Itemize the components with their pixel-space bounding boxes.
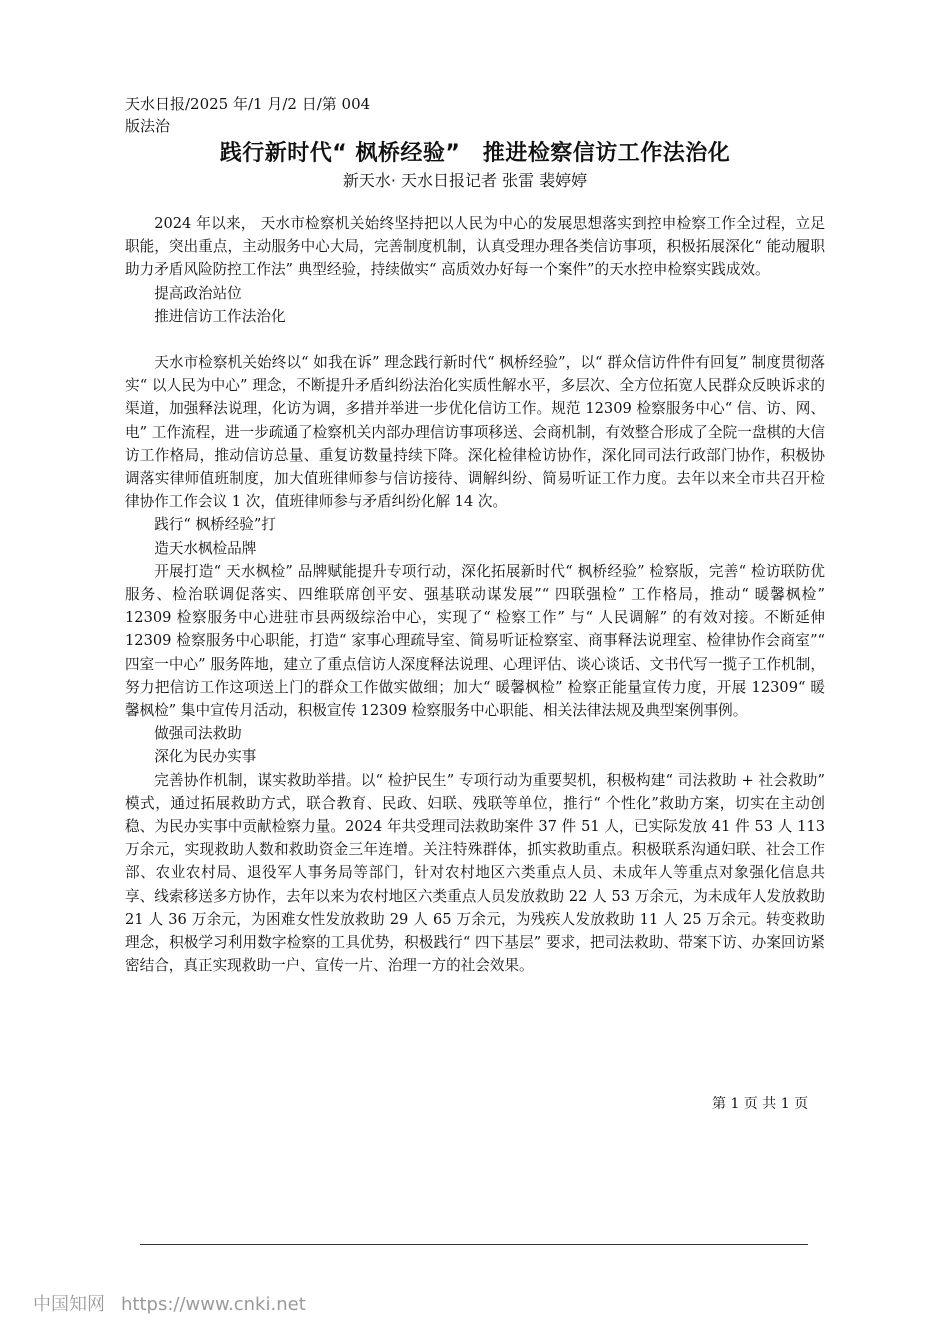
- paragraph-intro: 2024 年以来， 天水市检察机关始终坚持把以人民为中心的发展思想落实到控申检察工作全过程，立足职能，突出重点，主动服务中心大局，完善制度机制，认真受理办理各类信访事项，积极拓展深化“ 能动履职助力矛盾风险防控工作法” 典型经验，持续做实“ 高质效办好每一个案件”的天水控申检察实践成效。: [125, 215, 825, 279]
- divider: [140, 1244, 808, 1245]
- footer-watermark: [33, 1293, 322, 1317]
- paragraph: 开展打造“ 天水枫检” 品牌赋能提升专项行动，深化拓展新时代“ 枫桥经验” 检察版，完善“ 检访联防优服务、检治联调促落实、四维联席创平安、强基联动谋发展”“ 四联强检” 工作格局，推动“ 暖馨枫检” 12309 检察服务中心进驻市县两级综治中心，实现了“ 检察工作” 与“ 人民调解” 的有效对接。不断延伸 12309 检察服务中心职能，打造“ 家事心理疏导室、简易听证检察室、商事释法说理室、检律协作会商室”“ 四室一中心” 服务阵地，建立了重点信访人深度释法说理、心理评估、谈心谈话、文书代写一揽子工作机制，努力把信访工作这项送上门的群众工作做实做细；加大“ 暖馨枫检” 检察正能量宣传力度，开展 12309“ 暖馨枫检” 集中宣传月活动，积极宣传 12309 检察服务中心职能、相关法律法规及典型案例事例。: [125, 562, 825, 720]
- article-byline: 新天水· 天水日报记者 张雷 裴婷婷: [342, 171, 588, 190]
- spacer: [125, 328, 825, 351]
- section-heading: 造天水枫检品牌: [154, 539, 257, 557]
- source-line-1: 天水日报/2025 年/1 月/2 日/第 004: [125, 95, 371, 113]
- footer-brand: 中国知网: [33, 1294, 105, 1315]
- article-body: [125, 212, 825, 978]
- article-title: 践行新时代“ 枫桥经验” 推进检察信访工作法治化: [219, 141, 731, 166]
- source-line-2: 版法治: [125, 117, 171, 135]
- section-heading: 做强司法救助: [154, 725, 242, 743]
- section-heading: 提高政治站位: [154, 284, 242, 302]
- source-info: [125, 93, 370, 137]
- section-heading: 践行“ 枫桥经验”打: [154, 516, 276, 534]
- section-heading: 深化为民办实事: [154, 748, 257, 766]
- section-heading: 推进信访工作法治化: [154, 307, 286, 325]
- footer-url[interactable]: https://www.cnki.net: [121, 1294, 306, 1315]
- paragraph: 天水市检察机关始终以“ 如我在诉” 理念践行新时代“ 枫桥经验”，以“ 群众信访件件有回复” 制度贯彻落实“ 以人民为中心” 理念，不断提升矛盾纠纷法治化实质性解水平，多层次、全方位拓宽人民群众反映诉求的渠道，加强释法说理，化访为调，多措并举进一步优化信访工作。规范 12309 检察服务中心“ 信、访、网、电” 工作流程，进一步疏通了检察机关内部办理信访事项移送、会商机制，有效整合形成了全院一盘棋的大信访工作格局，推动信访总量、重复访数量持续下降。深化检律检访协作，深化同司法行政部门协作，积极协调落实律师值班制度，加大值班律师参与信访接待、调解纠纷、简易听证工作力度。去年以来全市共召开检律协作工作会议 1 次，值班律师参与矛盾纠纷化解 14 次。: [125, 354, 825, 511]
- paragraph: 完善协作机制，谋实救助举措。以“ 检护民生” 专项行动为重要契机，积极构建“ 司法救助 + 社会救助” 模式，通过拓展救助方式，联合教育、民政、妇联、残联等单位，推行“ 个性化”救助方案，切实在主动创稳、为民办实事中贡献检察力量。2024 年共受理司法救助案件 37 件 51 人，已实际发放 41 件 53 人 113 万余元，实现救助人数和救助资金三年连增。关注特殊群体，抓实救助重点。积极联系沟通妇联、社会工作部、农业农村局、退役军人事务局等部门，针对农村地区六类重点人员、未成年人等重点对象强化信息共享、线索移送多方协作，去年以来为农村地区六类重点人员发放救助 22 人 53 万余元，为未成年人发放救助 21 人 36 万余元，为困难女性发放救助 29 人 65 万余元，为残疾人发放救助 11 人 25 万余元。转变救助理念，积极学习利用数字检察的工具优势，积极践行“ 四下基层” 要求，把司法救助、带案下访、办案回访紧密结合，真正实现救助一户、宣传一片、治理一方的社会效果。: [125, 771, 825, 975]
- page-number: 第 1 页 共 1 页: [712, 1096, 809, 1112]
